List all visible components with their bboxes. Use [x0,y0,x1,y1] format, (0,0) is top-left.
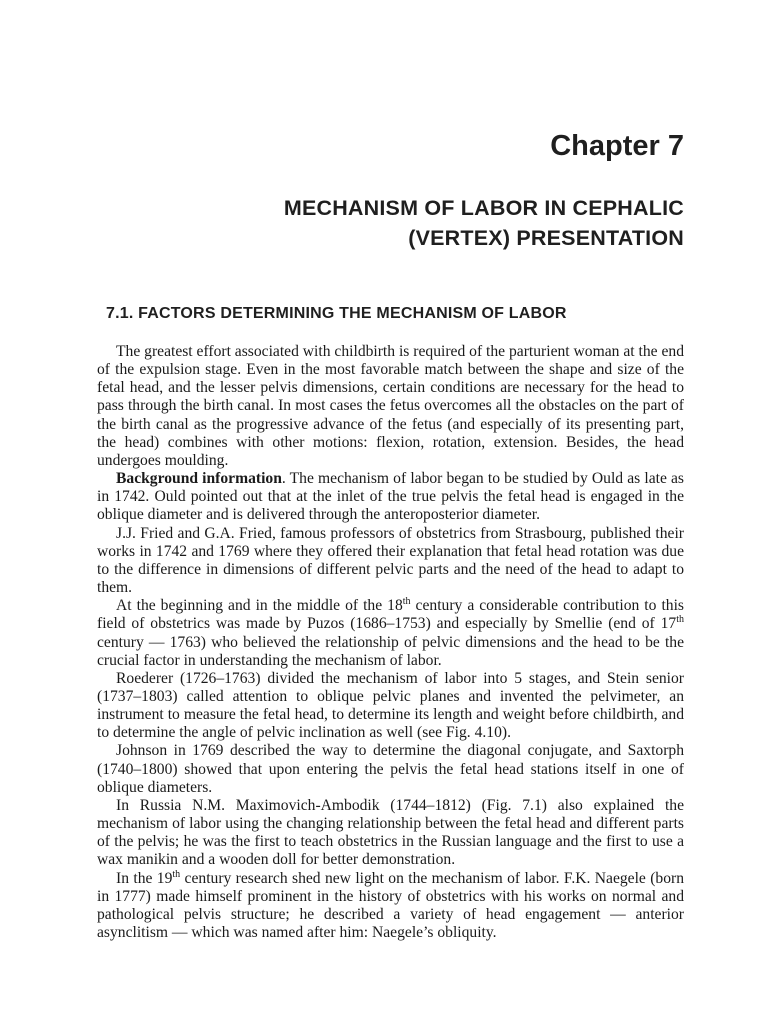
paragraph-8-text-b: century research shed new light on the mechanism of labor. F.K. Naegele (born in 1777) made himself prominent in the history of obstetrics with his works on normal and pathological pelvis structure; he described a variety of head engagement — anterior asynclitism — which was named after him: Naegele’s obliquity. [97,869,684,941]
chapter-title [124,193,684,253]
chapter-title-line-2: (VERTEX) PRESENTATION [408,226,684,250]
paragraph-4 [97,597,684,670]
paragraph-8-text-a: In the 19 [116,869,173,887]
paragraph-6: Johnson in 1769 described the way to determine the diagonal conjugate, and Saxtorph (1740–1800) showed that upon entering the pelvis the fetal head stations itself in one of oblique diameters. [97,742,684,796]
paragraph-2-bold-lead: Background information [116,470,282,488]
paragraph-4-sup-1: th [402,596,411,607]
paragraph-1: The greatest effort associated with childbirth is required of the parturient woman at the end of the expulsion stage. Even in the most favorable match between the shape and size of the fetal head, and the lesser pelvis dimensions, certain conditions are necessary for the head to pass through the birth canal. In most cases the fetus overcomes all the obstacles on the part of the birth canal as the progressive advance of the fetus (and especially of its presenting part, the head) combines with other motions: flexion, rotation, extension. Besides, the head undergoes moulding. [97,343,684,469]
section-heading: 7.1. FACTORS DETERMINING THE MECHANISM OF LABOR [106,305,567,322]
paragraph-2 [97,470,684,524]
chapter-label: Chapter 7 [550,130,684,162]
chapter-title-line-1: MECHANISM OF LABOR IN CEPHALIC [283,196,684,220]
paragraph-2-text: . The mechanism of labor began to be studied by Ould as late as in 1742. Ould pointed out that at the inlet of the true pelvis the fetal head is engaged in the oblique diameter and is delivered through the anteroposterior diameter. [97,470,685,524]
paragraph-3: J.J. Fried and G.A. Fried, famous professors of obstetrics from Strasbourg, published their works in 1742 and 1769 where they offered their explanation that fetal head rotation was due to the difference in dimensions of different pelvic parts and the need of the head to adapt to them. [97,524,684,597]
paragraph-4-text-b: century a considerable contribution to this field of obstetrics was made by Puzos (1686–1753) and especially by Smellie (end of 17 [97,597,684,633]
paragraph-5: Roederer (1726–1763) divided the mechanism of labor into 5 stages, and Stein senior (1737–1803) called attention to oblique pelvic planes and invented the pelvimeter, an instrument to measure the fetal head, to determine its length and weight before childbirth, and to determine the angle of pelvic inclination as well (see Fig. 4.10). [97,669,684,742]
paragraph-4-text-a: At the beginning and in the middle of the 18 [116,597,403,615]
paragraph-4-text-c: century — 1763) who believed the relationship of pelvic dimensions and the head to be the crucial factor in understanding the mechanism of labor. [97,633,684,669]
paragraph-4-sup-2: th [676,614,684,626]
paragraph-8-sup: th [172,868,181,880]
paragraph-8 [97,870,684,943]
body-text [97,343,684,942]
paragraph-7: In Russia N.M. Maximovich-Ambodik (1744–1812) (Fig. 7.1) also explained the mechanism of labor using the changing relationship between the fetal head and different parts of the pelvis; he was the first to teach obstetrics in the Russian language and the first to use a wax manikin and a wooden doll for better demonstration. [97,796,684,869]
